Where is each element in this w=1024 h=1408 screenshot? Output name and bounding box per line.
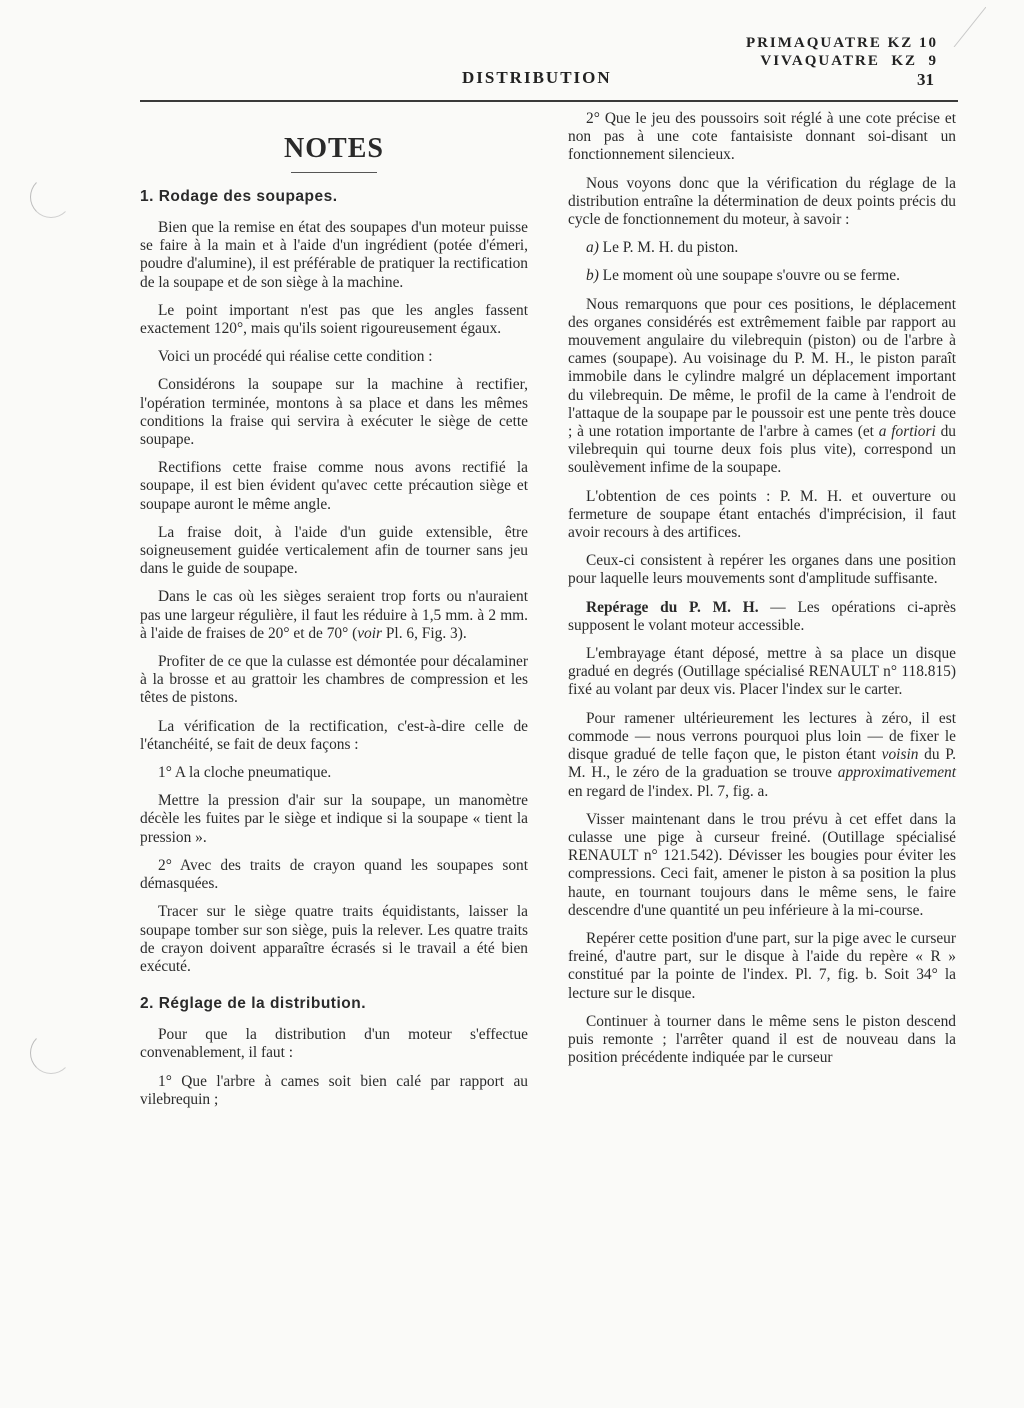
paragraph: Mettre la pression d'air sur la soupape, un manomètre décèle les fuites par le siège et indique si la soupape « tient la pression ». [140,792,528,846]
model-line: PRIMAQUATRE KZ 10 [745,35,938,51]
paragraph: La vérification de la rectification, c'est-à-dire celle de l'étanchéité, se fait de deux façons : [140,717,528,753]
paragraph: Ceux-ci consistent à repérer les organes dans une position pour laquelle leurs mouvements sont d'amplitude suffisante. [568,552,956,588]
paragraph [568,267,956,285]
paragraph-text: Le moment où une soupape s'ouvre ou se ferme. [598,267,900,285]
paragraph-text: du vilebrequin qui tourne deux fois plus vite), correspond un soulèvement infime de la soupape. [568,423,956,477]
punch-hole-mark [30,1032,72,1074]
inline-heading: Repérage du P. M. H. [586,598,759,616]
paragraph [568,710,956,801]
paragraph-text: en regard de l'index. Pl. 7, fig. a. [568,782,769,800]
paragraph: Pour que la distribution d'un moteur s'effectue convenablement, il faut : [140,1026,528,1062]
paragraph [568,239,956,257]
paragraph: Voici un procédé qui réalise cette condition : [158,348,433,366]
section-heading: 1. Rodage des soupapes. [140,188,338,205]
paragraph-text: Dans le cas où les sièges seraient trop forts ou n'auraient pas une largeur régulière, il faut les réduire à 1,5 mm. à 2 mm. à l'aide de fraises de 20° et de 70° ( [140,588,528,642]
paragraph-text: du P. M. H., le zéro de la graduation se trouve [568,746,956,782]
paragraph: L'obtention de ces points : P. M. H. et ouverture ou fermeture de soupape étant entachés d'imprécision, il faut avoir recours à des artifices. [568,487,956,542]
left-column [140,110,528,1119]
paragraph: Visser maintenant dans le trou prévu à cet effet dans la culasse une pige à curseur freiné. (Outillage spécialisé RENAULT n° 121.542). Dévisser les bougies pour éviter les compressions. Ceci fait, amener le piston à sa position la plus haute, en tournant toujours dans le même sens, le faire descendre d'une quantité un peu inférieure à la mi-course. [568,810,956,919]
paragraph: Tracer sur le siège quatre traits équidistants, laisser la soupape tomber sur son siège, puis la relever. Les quatre traits de crayon doivent apparaître écrasés si le travail a été bien exécuté. [140,903,528,975]
paragraph-text: Pour ramener ultérieurement les lectures à zéro, il est commode — nous verrons pourquoi plus loin — de fixer le disque gradué de telle façon que, le piston étant [568,709,956,764]
section-heading: 2. Réglage de la distribution. [140,995,367,1013]
paragraph-text: Nous remarquons que pour ces positions, le déplacement des organes considérés est extrêmement faible par rapport au mouvement angulaire du vilebrequin (piston) ou de l'arbre à cames (soupape). Au voisinage du P. M. H., le piston paraît immobile dans le cylindre malgré un déplacement important du vilebrequin. De même, le profil de la came à l'endroit de l'attaque de la soupape par le poussoir est une pente très douce ; à une rotation importante de l'arbre à cames (et [568,295,956,441]
model-header [746,34,938,70]
header-rule [140,100,958,102]
paragraph-text: Pl. 6, Fig. 3). [382,624,467,642]
paragraph: Continuer à tourner dans le même sens le piston descend puis remonte ; l'arrêter quand il est de nouveau dans la position précédente indiquée par le curseur [568,1012,956,1067]
paragraph: 1° Que l'arbre à cames soit bien calé par rapport au vilebrequin ; [140,1072,528,1108]
right-column [568,110,956,1077]
paragraph: Bien que la remise en état des soupapes d'un moteur puisse se faire à la main et à l'aide d'un ingrédient (potée d'émeri, poudre d'alumine), il est préférable de pratiquer la rectification de la soupape et de son siège à la machine. [140,219,528,291]
chapter-title: DISTRIBUTION [462,68,612,87]
paragraph: 1° A la cloche pneumatique. [158,764,332,782]
paragraph-text: Le P. M. H. du piston. [598,239,739,257]
paragraph: L'embrayage étant déposé, mettre à sa place un disque gradué en degrés (Outillage spécialisé RENAULT n° 118.815) fixé au volant par deux vis. Placer l'index sur le carter. [568,645,956,699]
paragraph-text: — Les opérations ci-après supposent le volant moteur accessible. [568,598,956,634]
paragraph-italic: approximativement [837,764,956,782]
paragraph: Repérer cette position d'une part, sur la pige avec le curseur freiné, d'autre part, sur le disque à l'aide du repère « R » constitué par la pointe de l'index. Pl. 7, fig. b. Soit 34° la lecture sur le disque. [568,929,956,1002]
paragraph: Nous voyons donc que la vérification du réglage de la distribution entraîne la détermination de deux points précis du cycle de fonctionnement du moteur, à savoir : [568,174,956,229]
paragraph [568,296,956,478]
paragraph: Considérons la soupape sur la machine à rectifier, l'opération terminée, montons à sa place et dans les mêmes conditions la fraise qui servira à exécuter le siège de cette soupape. [140,376,528,449]
notes-title: NOTES [284,133,384,164]
list-marker: b) [586,267,599,285]
paragraph: Rectifions cette fraise comme nous avons rectifié la soupape, il est bien évident qu'avec cette précaution siège et soupape auront le même angle. [140,459,528,513]
paragraph: 2° Que le jeu des poussoirs soit réglé à une cote précise et non pas à une cote fantaisiste donnant soi-disant un fonctionnement silencieux. [568,110,956,164]
paragraph: La fraise doit, à l'aide d'un guide extensible, être soigneusement guidée verticalement afin de tourner sans jeu dans le guide de soupape. [140,523,528,578]
page-number: 31 [917,70,934,89]
paragraph-italic: a fortiori [878,423,936,441]
paragraph [140,588,528,643]
list-marker: a) [586,239,599,257]
model-line: VIVAQUATRE KZ 9 [760,53,938,69]
paragraph: 2° Avec des traits de crayon quand les soupapes sont démasquées. [140,856,528,893]
paragraph-italic: voir [357,624,383,642]
paragraph-italic: voisin [881,746,919,764]
paragraph: Profiter de ce que la culasse est démontée pour décalaminer à la brosse et au grattoir les chambres de compression et les têtes de pistons. [140,653,528,707]
paragraph: Le point important n'est pas que les angles fassent exactement 120°, mais qu'ils soient rigoureusement égaux. [140,301,528,338]
notes-underline [291,172,377,173]
page-corner-fold [946,6,986,47]
punch-hole-mark [30,176,72,218]
paragraph [568,599,956,635]
